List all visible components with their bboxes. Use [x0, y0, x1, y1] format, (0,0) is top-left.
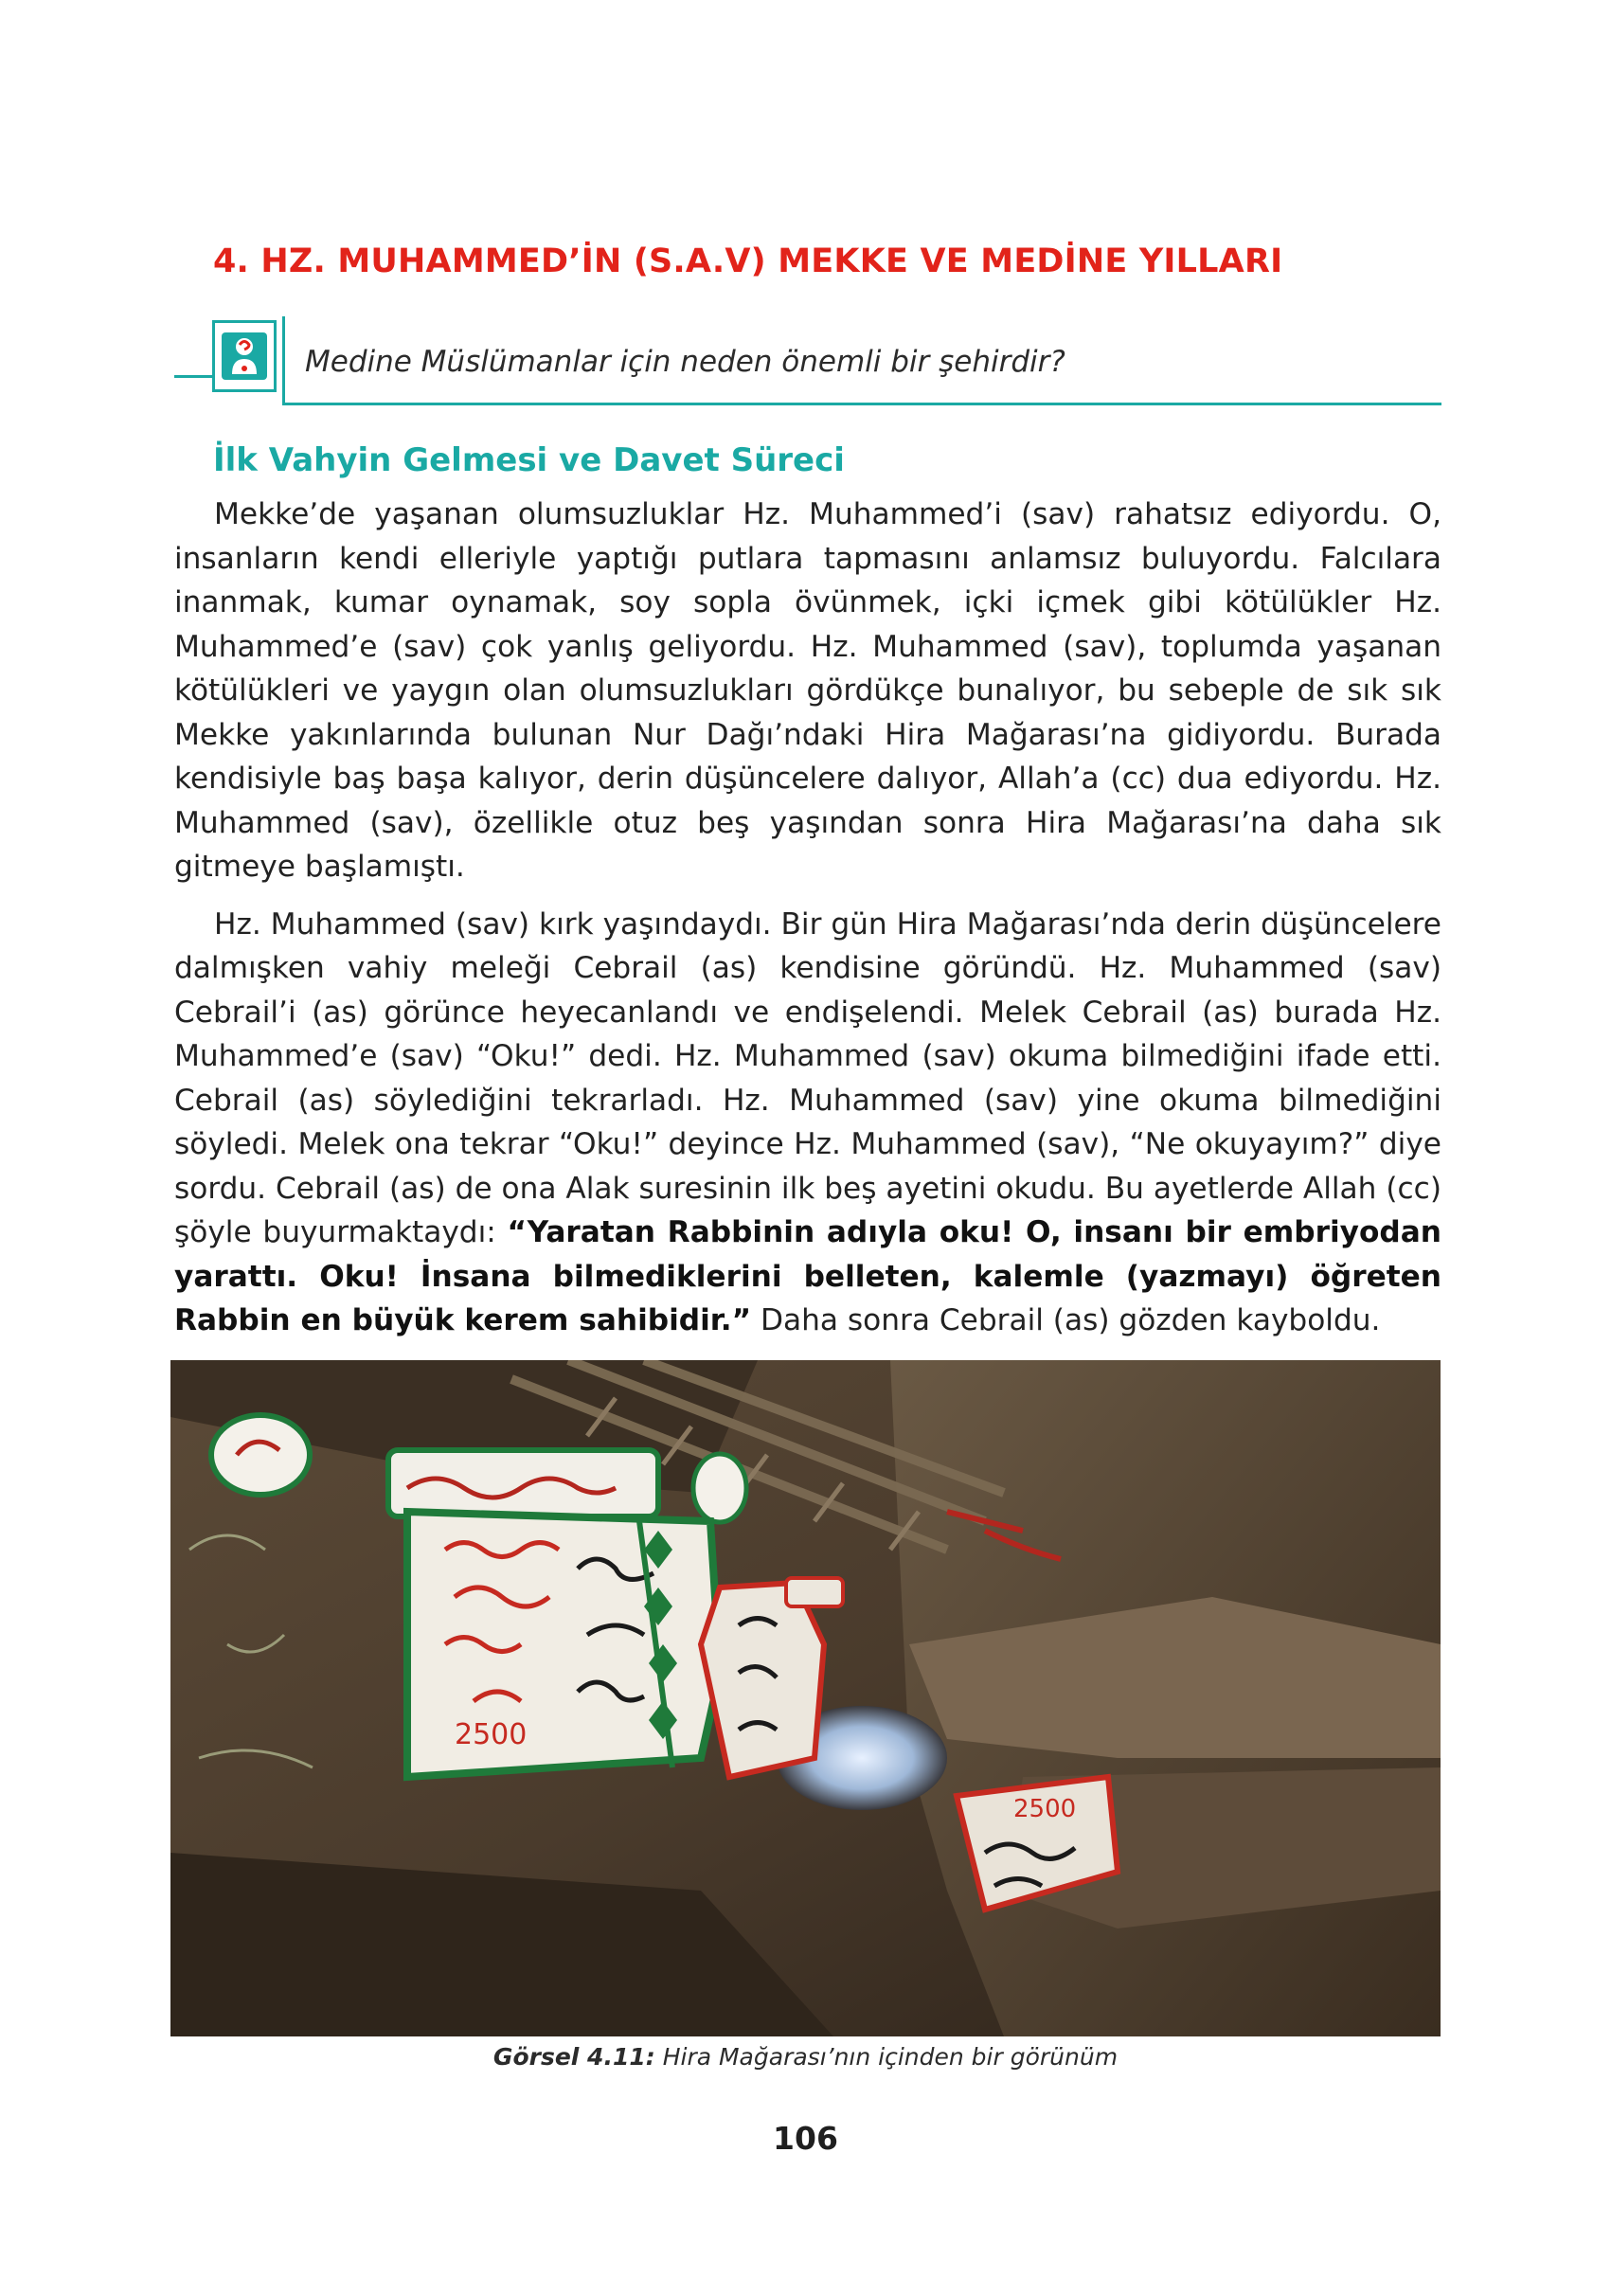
paragraph-2 [174, 903, 1441, 1343]
sub-heading: İlk Vahyin Gelmesi ve Davet Süreci [213, 441, 845, 479]
question-divider [282, 316, 285, 404]
section-title: 4. HZ. MUHAMMED’İN (S.A.V) MEKKE VE MEDİNE YILLARI [213, 242, 1283, 280]
sign-number-right: 2500 [1013, 1795, 1077, 1823]
paragraph-2-end: Daha sonra Cebrail (as) gözden kayboldu. [751, 1303, 1381, 1337]
paragraph-1: Mekke’de yaşanan olumsuzluklar Hz. Muhammed’i (sav) rahatsız ediyordu. O, insanların kendi elleriyle yaptığı putlara tapmasını anlamsız buluyordu. Falcılara inanmak, kumar oynamak, soy sopla övünmek, içki içmek gibi kötülükler Hz. Muhammed’e (sav) çok yanlış geliyordu. Hz. Muhammed (sav), toplumda yaşanan kötülükleri ve yaygın olan olumsuzlukları gördükçe bunalıyor, bu sebeple de sık sık Mekke yakınlarında bulunan Nur Dağı’ndaki Hira Mağarası’na gidiyordu. Burada kendisiyle baş başa kalıyor, derin düşüncelere dalıyor, Allah’a (cc) dua ediyordu. Hz. Muhammed (sav), özellikle otuz beş yaşından sonra Hira Mağarası’na daha sık gitmeye başlamıştı. [174, 497, 1441, 884]
paragraph-2-start: Hz. Muhammed (sav) kırk yaşındaydı. Bir gün Hira Mağarası’nda derin düşüncelere dalmışken vahiy meleği Cebrail (as) kendisine göründü. Hz. Muhammed (sav) Cebrail’i (as) görünce heyecanlandı ve endişelendi. Melek Cebrail (as) burada Hz. Muhammed’e (sav) “Oku!” dedi. Hz. Muhammed (sav) okuma bilmediğini ifade etti. Cebrail (as) söylediğini tekrarladı. Hz. Muhammed (sav) yine okuma bilmediğini söyledi. Melek ona tekrar “Oku!” deyince Hz. Muhammed (sav), “Ne okuyayım?” diye sordu. Cebrail (as) de ona Alak suresinin ilk beş ayetini okudu. Bu ayetlerde Allah (cc) şöyle buyurmaktaydı: [174, 906, 1441, 1249]
body-text [174, 493, 1441, 1343]
question-box [174, 316, 1441, 407]
figure-label: Görsel 4.11: [492, 2043, 655, 2071]
question-rule-left [174, 375, 212, 378]
page-number: 106 [773, 2120, 838, 2157]
quran-quote: “Yaratan Rabbinin adıyla oku! O, insanı bir embriyodan yarattı. Oku! İnsana bilmediklerini belleten, kalemle (yazmayı) öğreten Rabbin en büyük kerem sahibidir.” [174, 1215, 1441, 1337]
hira-cave-photo [170, 1360, 1441, 2036]
sign-number-left: 2500 [455, 1718, 528, 1751]
question-person-icon [222, 332, 267, 380]
question-rule-bottom [282, 403, 1441, 405]
cave-illustration [170, 1360, 1441, 2036]
question-icon-frame [212, 320, 277, 392]
figure-caption-text: Hira Mağarası’nın içinden bir görünüm [654, 2043, 1119, 2071]
figure-caption [0, 2043, 1611, 2071]
question-text: Medine Müslümanlar için neden önemli bir şehirdir? [305, 345, 1065, 379]
